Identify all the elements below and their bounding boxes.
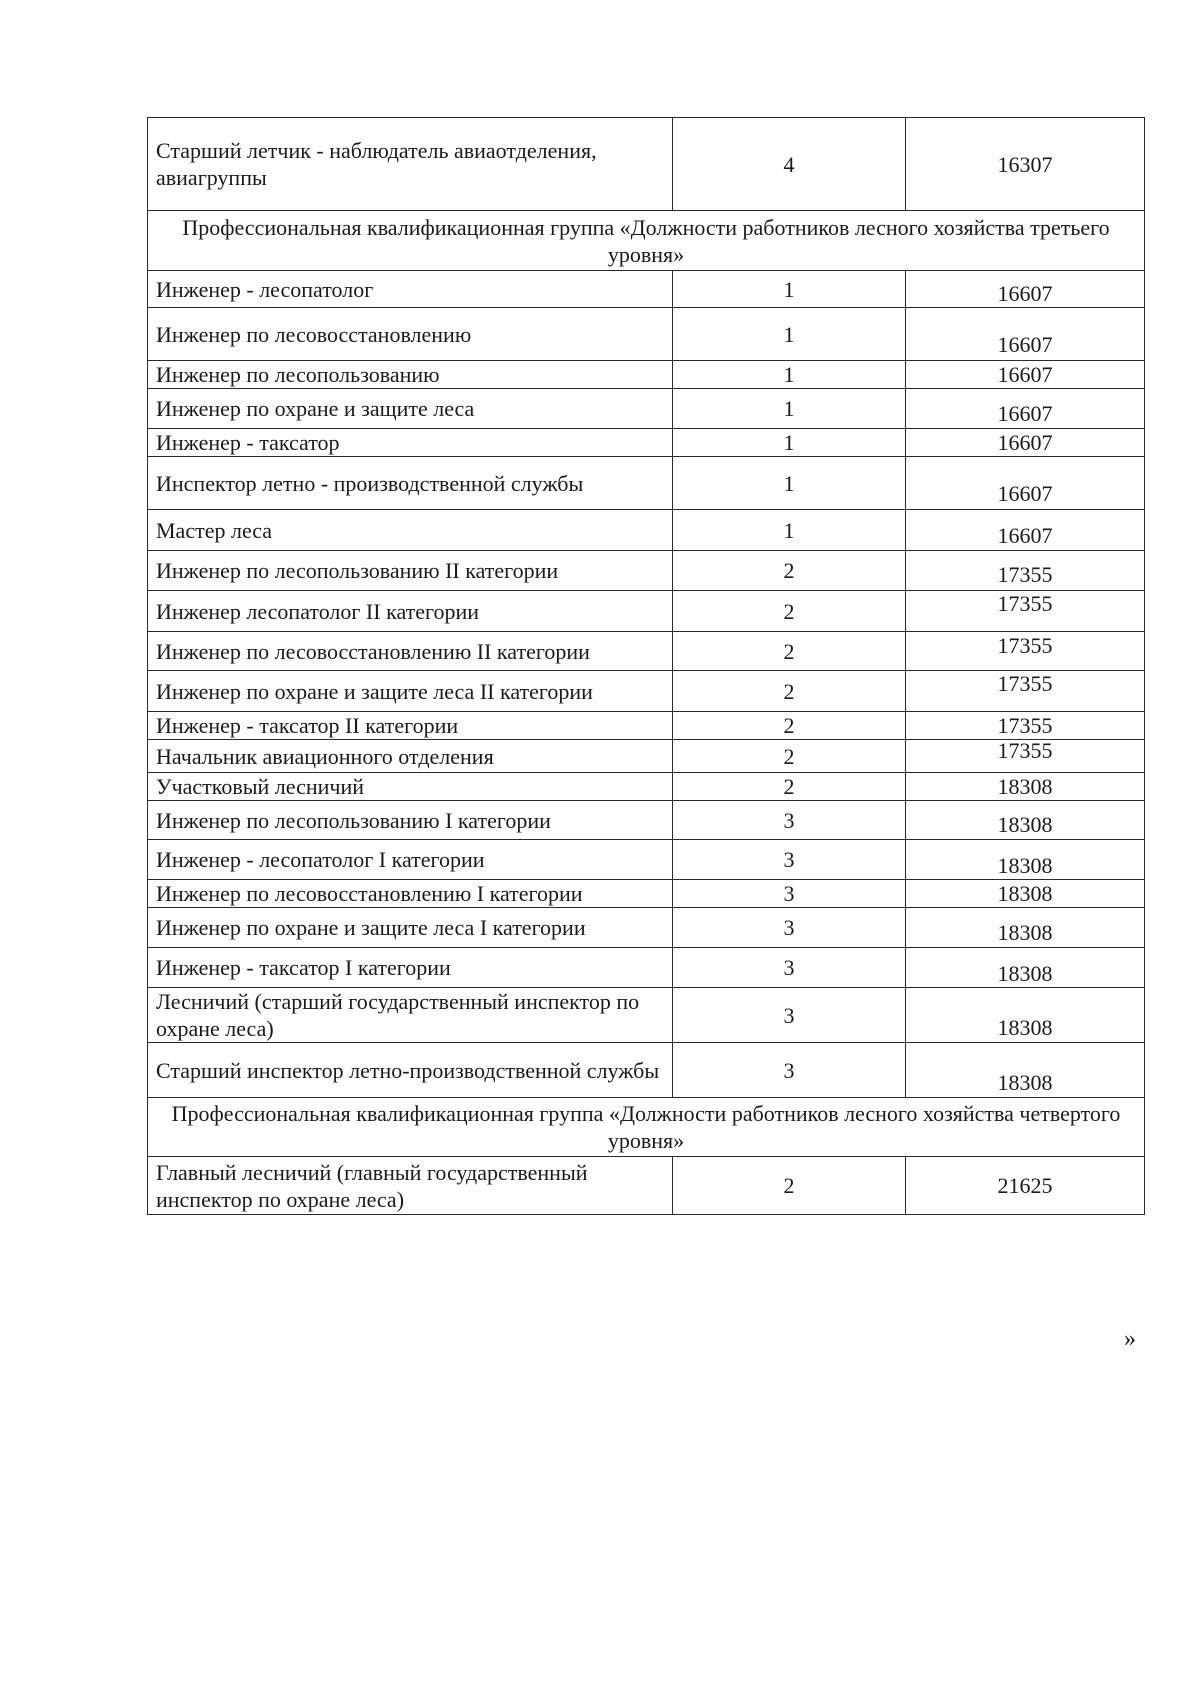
table-row (148, 457, 1145, 510)
salary-cell (906, 1043, 1145, 1098)
salary-cell (906, 361, 1145, 389)
table-row (148, 632, 1145, 671)
position-cell: Мастер леса (148, 510, 673, 551)
qualification-level-cell: 1 (673, 429, 906, 457)
salary-value: 17355 (997, 562, 1053, 587)
salary-value: 17355 (997, 632, 1053, 658)
salary-cell (906, 510, 1145, 551)
qualification-level-cell: 2 (673, 591, 906, 632)
table-row (148, 740, 1145, 773)
qualification-level-cell: 1 (673, 510, 906, 551)
position-cell: Лесничий (старший государственный инспектор по охране леса) (148, 988, 673, 1043)
table-row (148, 591, 1145, 632)
table-row (148, 773, 1145, 801)
position-cell: Инженер лесопатолог II категории (148, 591, 673, 632)
position-cell: Инженер - лесопатолог I категории (148, 840, 673, 880)
salary-value: 16607 (997, 522, 1053, 548)
qualification-level-cell: 3 (673, 908, 906, 948)
salary-cell (906, 389, 1145, 429)
salary-cell (906, 429, 1145, 457)
salary-cell (906, 737, 1145, 773)
salary-value: 17355 (997, 737, 1053, 763)
qualification-level-cell: 2 (673, 551, 906, 591)
table-row (148, 429, 1145, 457)
table-row (148, 988, 1145, 1043)
salary-value: 18308 (997, 920, 1053, 945)
salary-cell (906, 591, 1145, 632)
salary-table-body (148, 118, 1145, 1215)
position-cell: Инженер по охране и защите леса II категории (148, 671, 673, 712)
salary-value: 16607 (997, 480, 1053, 506)
position-cell: Инженер по лесовосстановлению I категории (148, 880, 673, 908)
table-row (148, 712, 1145, 740)
qualification-level-cell: 1 (673, 389, 906, 429)
position-cell: Старший инспектор летно-производственной службы (148, 1043, 673, 1098)
group-header-row (148, 211, 1145, 271)
salary-cell (906, 308, 1145, 361)
position-cell: Инженер по лесовосстановлению (148, 308, 673, 361)
qualification-level-cell: 3 (673, 840, 906, 880)
salary-value: 18308 (997, 1069, 1053, 1095)
qualification-level-cell: 2 (673, 671, 906, 712)
closing-quote: » (1124, 1326, 1136, 1352)
table-row (148, 880, 1145, 908)
salary-value: 18308 (997, 1014, 1053, 1040)
table-row (148, 308, 1145, 361)
salary-value: 17355 (997, 670, 1053, 696)
salary-cell (906, 880, 1145, 908)
salary-value: 21625 (997, 1173, 1053, 1198)
table-row (148, 551, 1145, 591)
position-cell: Инженер - лесопатолог (148, 271, 673, 308)
qualification-level-cell: 2 (673, 632, 906, 671)
salary-value: 18308 (997, 881, 1053, 906)
salary-cell (906, 271, 1145, 308)
salary-value: 18308 (997, 853, 1053, 878)
qualification-level-cell: 1 (673, 308, 906, 361)
salary-value: 16307 (997, 151, 1053, 177)
table-row (148, 1043, 1145, 1098)
table-row (148, 948, 1145, 988)
salary-cell (906, 632, 1145, 671)
salary-value: 16607 (997, 362, 1053, 387)
salary-cell (906, 840, 1145, 880)
qualification-level-cell: 3 (673, 880, 906, 908)
table-row (148, 1157, 1145, 1215)
table-row (148, 389, 1145, 429)
table-row (148, 908, 1145, 948)
salary-cell (906, 908, 1145, 948)
qualification-level-cell: 3 (673, 801, 906, 840)
position-cell: Инженер по лесопользованию I категории (148, 801, 673, 840)
position-cell: Инженер по лесопользованию II категории (148, 551, 673, 591)
salary-cell (906, 801, 1145, 840)
salary-cell (906, 773, 1145, 801)
position-cell: Инженер - таксатор I категории (148, 948, 673, 988)
salary-cell (906, 671, 1145, 712)
position-cell: Инженер - таксатор II категории (148, 712, 673, 740)
qualification-level-cell: 2 (673, 1157, 906, 1215)
position-cell: Инженер по охране и защите леса (148, 389, 673, 429)
qualification-level-cell: 3 (673, 988, 906, 1043)
group-header-title: Профессиональная квалификационная группа «Должности работников лесного хозяйства четвертого уровня» (148, 1098, 1145, 1157)
salary-value: 16607 (997, 280, 1053, 306)
salary-value: 16607 (997, 401, 1053, 426)
salary-value: 18308 (997, 811, 1053, 837)
position-cell: Инженер по лесовосстановлению II категории (148, 632, 673, 671)
table-row (148, 801, 1145, 840)
table-row (148, 671, 1145, 712)
position-cell: Инженер по лесопользованию (148, 361, 673, 389)
qualification-level-cell: 2 (673, 740, 906, 773)
position-cell: Инженер по охране и защите леса I категории (148, 908, 673, 948)
salary-value: 17355 (997, 713, 1053, 738)
salary-value: 16607 (997, 331, 1053, 357)
salary-value: 16607 (997, 430, 1053, 455)
position-cell: Старший летчик - наблюдатель авиаотделения, авиагруппы (148, 118, 673, 211)
salary-cell (906, 988, 1145, 1043)
position-cell: Начальник авиационного отделения (148, 740, 673, 773)
position-cell: Инспектор летно - производственной службы (148, 457, 673, 510)
position-cell: Участковый лесничий (148, 773, 673, 801)
qualification-level-cell: 3 (673, 948, 906, 988)
table-row (148, 840, 1145, 880)
table-row (148, 118, 1145, 211)
table-row (148, 510, 1145, 551)
salary-table (147, 117, 1145, 1215)
salary-cell (906, 1157, 1145, 1215)
position-cell: Главный лесничий (главный государственный инспектор по охране леса) (148, 1157, 673, 1215)
group-header-title: Профессиональная квалификационная группа «Должности работников лесного хозяйства третьего уровня» (148, 211, 1145, 271)
salary-cell (906, 712, 1145, 740)
salary-cell (906, 948, 1145, 988)
qualification-level-cell: 2 (673, 773, 906, 801)
position-cell: Инженер - таксатор (148, 429, 673, 457)
salary-value: 18308 (997, 961, 1053, 986)
salary-value: 18308 (997, 774, 1053, 799)
qualification-level-cell: 1 (673, 457, 906, 510)
qualification-level-cell: 1 (673, 271, 906, 308)
salary-cell (906, 551, 1145, 591)
salary-cell (906, 457, 1145, 510)
group-header-row (148, 1098, 1145, 1157)
salary-value: 17355 (997, 590, 1053, 616)
qualification-level-cell: 1 (673, 361, 906, 389)
table-row (148, 361, 1145, 389)
qualification-level-cell: 2 (673, 712, 906, 740)
qualification-level-cell: 4 (673, 118, 906, 211)
qualification-level-cell: 3 (673, 1043, 906, 1098)
salary-cell (906, 118, 1145, 211)
table-row (148, 271, 1145, 308)
